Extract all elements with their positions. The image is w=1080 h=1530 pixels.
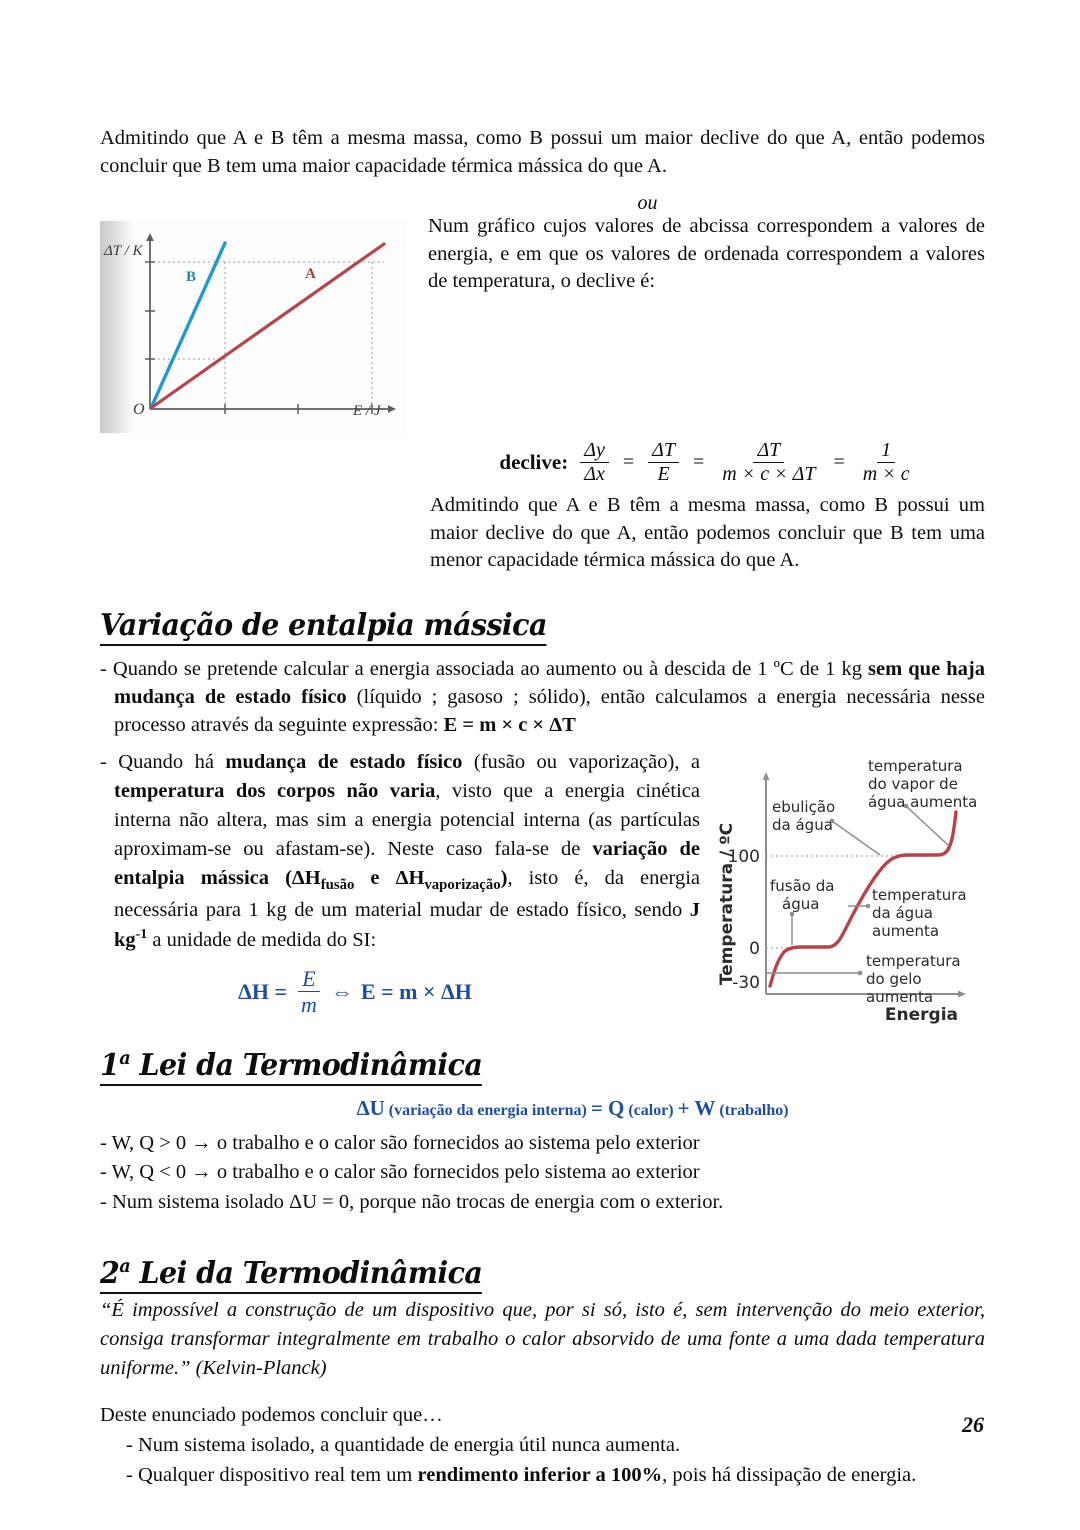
declive-term-3-den: m × c × ΔT bbox=[722, 463, 816, 486]
heating-annot-gelo-l1: temperatura bbox=[866, 951, 961, 970]
lei1-line-3: - Num sistema isolado ΔU = 0, porque não trocas de energia com o exterior. bbox=[100, 1191, 724, 1214]
enthalpy-block bbox=[100, 748, 985, 1026]
enthalpy-formula-num: E bbox=[298, 967, 319, 992]
lei1-formula-Q-desc: (calor) bbox=[624, 1101, 678, 1119]
enthalpy-bullet-1 bbox=[100, 656, 985, 740]
heating-annot-gelo-l2: do gelo bbox=[866, 969, 922, 988]
heating-annot-ebulicao-l1: ebulição bbox=[772, 797, 836, 816]
heading-lei1-sup: a bbox=[119, 1047, 131, 1069]
declive-term-2-den: E bbox=[657, 463, 670, 486]
lei1-formula-Q: = Q bbox=[590, 1095, 625, 1120]
heating-annot-fusao-l2: água bbox=[782, 894, 820, 913]
lei1-line-1: - W, Q > 0 → o trabalho e o calor são fornecidos ao sistema pelo exterior bbox=[100, 1131, 700, 1154]
enthalpy-b2-text-3: , visto que a energia cinética interna não altera, mas sim a energia potencial interna (as partículas aproximam-se ou afastam-se). Neste caso fala-se de bbox=[114, 779, 700, 861]
declive-term-4 bbox=[859, 440, 914, 485]
heading-lei2-sup: a bbox=[119, 1255, 131, 1277]
chart-ab-y-axis-label: ΔT / K bbox=[104, 243, 143, 260]
ou-separator: ou bbox=[637, 192, 658, 215]
heading-enthalpy-wrap bbox=[100, 608, 985, 646]
heading-lei2-rest: Lei da Termodinâmica bbox=[130, 1255, 483, 1291]
x-axis-arrow bbox=[388, 406, 396, 414]
enthalpy-b2-text-1: - Quando há bbox=[100, 750, 226, 773]
declive-term-2-num: ΔT bbox=[648, 440, 679, 463]
lei2-conclusion-intro: Deste enunciado podemos concluir que… bbox=[100, 1404, 443, 1427]
lei1-formula bbox=[100, 1096, 985, 1121]
lei1-formula-dU: ΔU bbox=[356, 1095, 385, 1120]
heading-lei1-num: 1 bbox=[100, 1047, 120, 1083]
chart-ab bbox=[100, 221, 406, 433]
heating-annot-gelo-l3: aumenta bbox=[866, 987, 934, 1006]
heading-segunda-lei bbox=[100, 1256, 482, 1294]
enthalpy-bullet-2 bbox=[100, 748, 700, 956]
declive-intro-paragraph: Num gráfico cujos valores de abcissa correspondem a valores de energia, e em que os valores de ordenada correspondem a valores de temperatura, o declive é: bbox=[428, 215, 985, 293]
lei2-item2-text-post: , pois há dissipação de energia. bbox=[662, 1463, 917, 1486]
enthalpy-b1-text-2: (líquido ; gasoso ; sólido), então calculamos a energia necessária nesse processo através da seguinte expressão: bbox=[114, 685, 985, 736]
enthalpy-formula-rhs: E = m × ΔH bbox=[360, 978, 472, 1004]
heating-annot-agua-l2: da água bbox=[872, 903, 933, 922]
chart-and-explanation-block bbox=[100, 213, 985, 433]
enthalpy-b1-bold-1: sem que haja mudança de estado físico bbox=[114, 658, 985, 708]
enthalpy-b2-bold-end: ) bbox=[500, 867, 508, 890]
chart-ab-container bbox=[100, 213, 418, 433]
enthalpy-text-column bbox=[100, 748, 700, 1017]
enthalpy-formula-lhs: ΔH = bbox=[238, 978, 288, 1004]
enthalpy-b2-text-4: , isto é, da energia necessária para 1 kg de um material mudar de estado físico, sendo bbox=[114, 867, 701, 922]
heading-primeira-lei bbox=[100, 1048, 482, 1086]
heading-lei1-rest: Lei da Termodinâmica bbox=[130, 1047, 483, 1083]
lei1-formula-W-desc: (trabalho) bbox=[715, 1101, 789, 1119]
declive-eq-2: = bbox=[693, 451, 705, 474]
intro-paragraph: Admitindo que A e B têm a mesma massa, como B possui um maior declive do que A, então podemos concluir que B tem uma maior capacidade térmica mássica do que A. bbox=[100, 127, 985, 177]
heating-annot-ebulicao-l2: da água bbox=[772, 815, 833, 834]
declive-term-1 bbox=[580, 440, 609, 485]
lei1-formula-dU-desc: (variação da energia interna) bbox=[384, 1101, 591, 1119]
chart-ab-x-axis-label: E / J bbox=[353, 403, 381, 420]
enthalpy-b2-text-2: (fusão ou vaporização), a bbox=[462, 750, 700, 773]
declive-conclusion-paragraph: Admitindo que A e B têm a mesma massa, como B possui um maior declive do que A, então podemos concluir que B tem uma menor capacidade térmica mássica do que A. bbox=[430, 494, 985, 571]
declive-formula bbox=[430, 440, 985, 485]
enthalpy-b2-bold-mid: e ΔH bbox=[354, 867, 425, 890]
enthalpy-b2-text-5: a unidade de medida do SI: bbox=[147, 929, 377, 952]
lei2-quote: “É impossível a construção de um dispositivo que, por si só, isto é, sem intervenção do meio exterior, consiga transformar integralmente em trabalho o calor absorvido de uma fonte a uma dada temperatura uniforme.” (Kelvin-Planck) bbox=[100, 1298, 985, 1380]
heading-lei2-wrap bbox=[100, 1256, 985, 1294]
lei1-line-2: - W, Q < 0 → o trabalho e o calor são fornecidos pelo sistema ao exterior bbox=[100, 1161, 700, 1184]
heating-annot-agua-l3: aumenta bbox=[872, 921, 940, 940]
declive-term-1-den: Δx bbox=[584, 463, 605, 486]
heating-annot-vapor-l2: do vapor de bbox=[868, 774, 958, 793]
enthalpy-formula bbox=[100, 967, 700, 1016]
heating-curve-ylabel: Temperatura / ºC bbox=[717, 822, 737, 985]
enthalpy-formula-fraction bbox=[297, 967, 321, 1016]
declive-explanation-column bbox=[418, 213, 985, 295]
heating-curve-ytick-minus30: -30 bbox=[732, 972, 760, 993]
heating-annot-agua-l1: temperatura bbox=[872, 885, 967, 904]
heading-variacao-entalpia: Variação de entalpia mássica bbox=[100, 608, 547, 646]
enthalpy-b1-bold-2: E = m × c × ΔT bbox=[443, 713, 576, 736]
enthalpy-b2-bold-3: variação de entalpia mássica (ΔH bbox=[114, 838, 700, 890]
lei2-item1-text: - Num sistema isolado, a quantidade de energia útil nunca aumenta. bbox=[126, 1433, 681, 1456]
declive-term-3 bbox=[718, 440, 819, 485]
declive-eq-3: = bbox=[833, 451, 845, 474]
heating-curve-chart bbox=[710, 754, 1000, 1026]
enthalpy-b2-sub-fusao: fusão bbox=[320, 877, 355, 894]
heating-curve-xlabel: Energia bbox=[884, 1004, 958, 1025]
heating-annot-vapor-l1: temperatura bbox=[868, 756, 963, 775]
lei2-conclusion-item-1 bbox=[100, 1431, 985, 1461]
chart-ab-series-label-a: A bbox=[305, 266, 316, 283]
declive-term-4-den: m × c bbox=[862, 463, 910, 486]
heating-curve-ytick-100: 100 bbox=[727, 846, 760, 867]
enthalpy-b2-bold-2: temperatura dos corpos não varia bbox=[114, 779, 436, 802]
page-number: 26 bbox=[962, 1412, 984, 1437]
declive-formula-label: declive: bbox=[499, 450, 569, 475]
heating-annot-vapor-l3: água aumenta bbox=[868, 792, 978, 811]
chart-ab-svg bbox=[100, 221, 406, 433]
declive-term-1-num: Δy bbox=[580, 440, 609, 463]
y-axis-arrow bbox=[146, 233, 154, 241]
heading-lei1-wrap bbox=[100, 1048, 985, 1086]
enthalpy-b2-sup-unit: -1 bbox=[135, 927, 148, 943]
lei2-item2-bold: rendimento inferior a 100% bbox=[417, 1463, 663, 1486]
declive-term-2 bbox=[648, 440, 679, 485]
heating-curve-column bbox=[700, 748, 1000, 1026]
enthalpy-b1-text-1: - Quando se pretende calcular a energia associada ao aumento ou à descida de 1 ºC de 1 kg bbox=[100, 658, 869, 681]
enthalpy-formula-den: m bbox=[301, 992, 317, 1018]
chart-ab-origin-label: O bbox=[133, 401, 145, 419]
heating-curve-svg bbox=[710, 754, 1000, 1026]
enthalpy-b2-bold-1: mudança de estado físico bbox=[225, 750, 463, 773]
lei2-item2-text-pre: - Qualquer dispositivo real tem um bbox=[126, 1463, 418, 1486]
heating-annot-fusao-l1: fusão da bbox=[770, 876, 835, 895]
heading-lei2-num: 2 bbox=[100, 1255, 120, 1291]
chart-ab-series-label-b: B bbox=[186, 269, 197, 286]
lei2-conclusion-item-2 bbox=[100, 1461, 985, 1491]
declive-term-4-num: 1 bbox=[877, 440, 895, 463]
lei1-formula-W: + W bbox=[677, 1095, 716, 1120]
enthalpy-formula-iff: ⇔ bbox=[330, 978, 353, 1004]
heating-curve-ytick-0: 0 bbox=[749, 938, 760, 959]
enthalpy-b2-sub-vaporizacao: vaporização bbox=[424, 877, 501, 894]
declive-term-3-num: ΔT bbox=[753, 440, 784, 463]
enthalpy-b2-bold-4: J kg bbox=[114, 899, 700, 952]
declive-eq-1: = bbox=[622, 451, 635, 474]
